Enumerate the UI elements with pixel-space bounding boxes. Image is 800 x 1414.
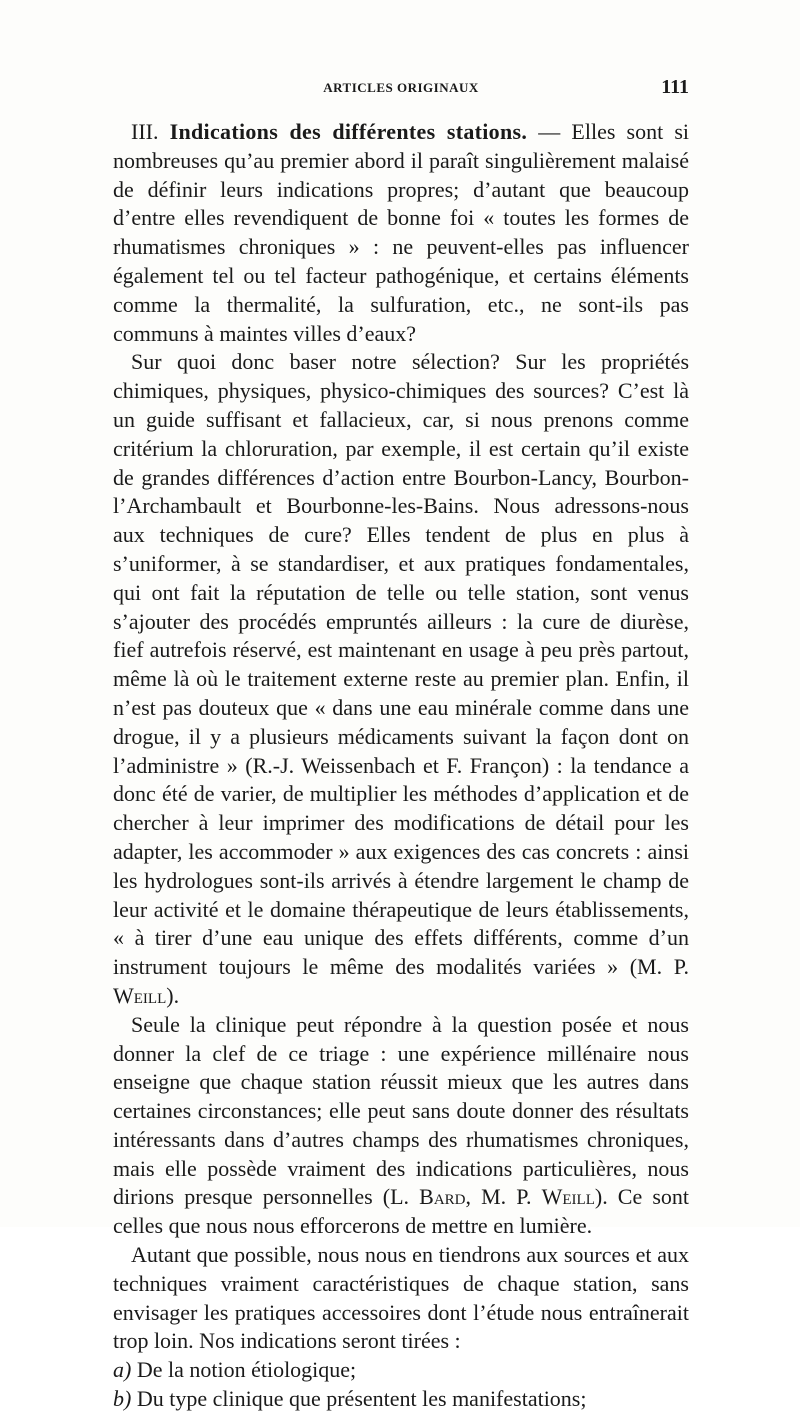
author-name: Weill (541, 1184, 595, 1210)
section-number: III. (131, 119, 159, 144)
list-marker: a) (113, 1357, 132, 1383)
author-name: Bard (419, 1184, 466, 1210)
paragraph-sources: Autant que possible, nous nous en tiendrons aux sources et aux techniques vraiment caractéristiques de chaque station, sans envisager les pratiques accessoires dont l’étude nous entraînerait trop loin. Nos indications seront tirées : (113, 1242, 689, 1354)
list-marker: b) (113, 1386, 132, 1412)
paragraph-clinique (113, 1011, 689, 1241)
section-heading: Indications des différentes stations. (169, 119, 528, 144)
paragraph-text: Seule la clinique peut répondre à la question posée et nous donner la clef de ce triage : une expérience millénaire nous enseigne que chaque station réussit mieux que les autres dans certaines circonstances; elle peut sans doute donner des résultats intéressants dans d’autres champs des rhumatismes chroniques, mais elle possède vraiment des indications particulières, nous dirions presque personnelles (L. (113, 1011, 689, 1210)
author-name: Weill (113, 982, 167, 1008)
paragraph-text: ). (166, 982, 180, 1008)
body-text (113, 118, 689, 1414)
list-item (113, 1356, 689, 1385)
list-item (113, 1385, 689, 1414)
paragraph-section-intro (113, 118, 689, 348)
running-head (113, 78, 689, 98)
list-item-text: Du type clinique que présentent les manifestations; (131, 1386, 587, 1412)
section-intro-text: — Elles sont si nombreuses qu’au premier abord il paraît singulièrement malaisé de définir leurs indications propres; d’autant que beaucoup d’entre elles revendiquent de bonne foi « toutes les formes de rhumatismes chroniques » : ne peuvent-elles pas influencer également tel ou tel facteur pathogénique, et certains éléments comme la thermalité, la sulfuration, etc., ne sont-ils pas communs à maintes villes d’eaux? (113, 119, 690, 346)
paragraph-text: Sur quoi donc baser notre sélection? Sur les propriétés chimiques, physiques, physico-chimiques des sources? C’est là un guide suffisant et fallacieux, car, si nous prenons comme critérium la chloruration, par exemple, il est certain qu’il existe de grandes différences d’action entre Bourbon-Lancy, Bourbon-l’Archambault et Bourbonne-les-Bains. Nous adressons-nous aux techniques de cure? Elles tendent de plus en plus à s’uniformer, à se standardiser, et aux pratiques fondamentales, qui ont fait la réputation de telle ou telle station, sont venus s’ajouter des procédés empruntés ailleurs : la cure de diurèse, fief autrefois réservé, est maintenant en usage à peu près partout, même là où le traitement externe reste au premier plan. Enfin, il n’est pas douteux que « dans une eau minérale comme dans une drogue, il y a plusieurs médicaments suivant la façon dont on l’administre » (R.-J. Weissenbach et F. Françon) : la tendance a donc été de varier, de multiplier les méthodes d’application et de chercher à leur imprimer des modifications de détail pour les adapter, les accommoder » aux exigences des cas concrets : ainsi les hydrologues sont-ils arrivés à étendre largement le champ de leur activité et le domaine thérapeutique de leurs établissements, « à tirer d’une eau unique des effets différents, comme d’un instrument toujours le même des modalités variées » (M. P. (113, 349, 689, 980)
paragraph-text: , M. P. (465, 1184, 542, 1210)
page-number: 111 (661, 76, 689, 98)
paragraph-selection (113, 348, 689, 1010)
paragraph-text: ). Ce sont celles que nous nous efforcerons de mettre en lumière. (113, 1184, 689, 1239)
running-title: ARTICLES ORIGINAUX (323, 80, 479, 95)
list-item-text: De la notion étiologique; (131, 1357, 357, 1383)
